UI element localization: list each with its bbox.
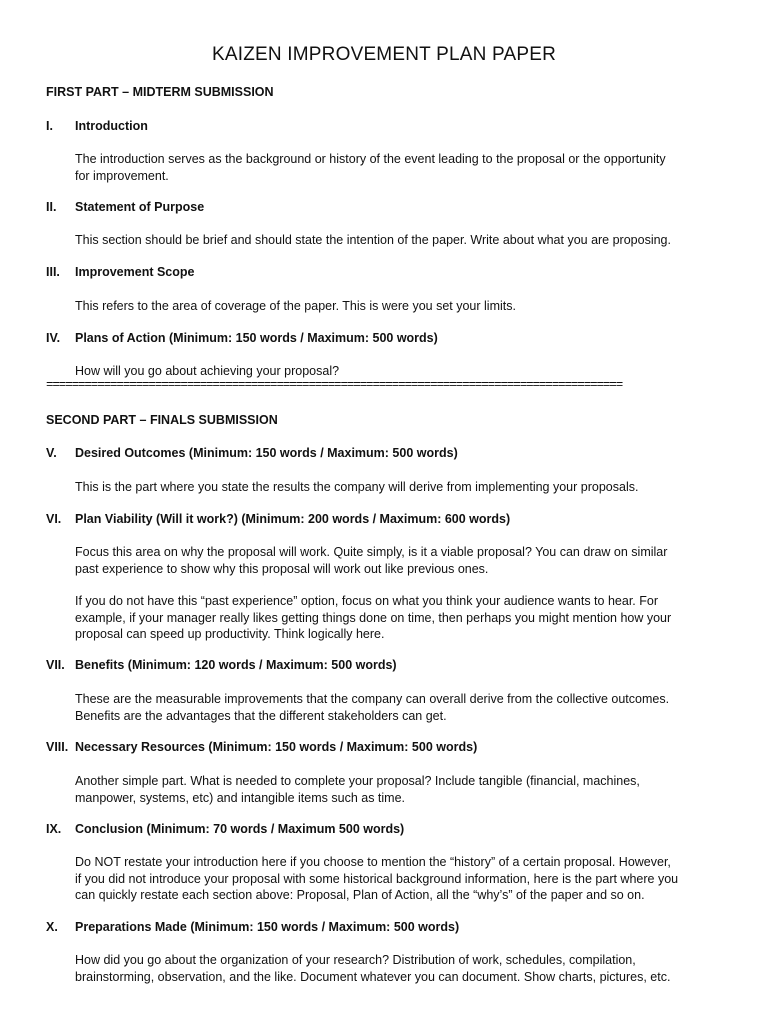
paragraph-line: can quickly restate each section above: Proposal, Plan of Action, all the “why’s” of the paper and so on. xyxy=(75,888,645,902)
part-heading-first: FIRST PART – MIDTERM SUBMISSION xyxy=(46,85,274,99)
section-heading: Benefits (Minimum: 120 words / Maximum: 500 words) xyxy=(75,658,397,672)
section-number: I. xyxy=(46,119,53,133)
document-title: KAIZEN IMPROVEMENT PLAN PAPER xyxy=(211,44,556,65)
paragraph-line: The introduction serves as the background or history of the event leading to the proposal or the opportunity xyxy=(75,152,666,166)
section-heading: Desired Outcomes (Minimum: 150 words / Maximum: 500 words) xyxy=(75,446,458,460)
section-paragraph xyxy=(75,298,725,315)
section-number: V. xyxy=(46,446,57,460)
section-heading: Conclusion (Minimum: 70 words / Maximum 500 words) xyxy=(75,822,405,836)
section-heading: Plan Viability (Will it work?) (Minimum: 200 words / Maximum: 600 words) xyxy=(75,512,511,526)
section-number: VI. xyxy=(46,512,62,526)
paragraph-line: for improvement. xyxy=(75,168,169,183)
paragraph-line: example, if your manager really likes getting things done on time, then perhaps you might mention how your xyxy=(75,610,672,625)
separator-line: ========================================================================================== xyxy=(46,378,623,392)
paragraph-line: This section should be brief and should state the intention of the paper. Write about what you are proposing. xyxy=(75,233,671,247)
section-number: II. xyxy=(46,200,57,214)
section-number: IX. xyxy=(46,822,62,836)
paragraph-line: How will you go about achieving your proposal? xyxy=(75,364,340,378)
paragraph-line: This is the part where you state the results the company will derive from implementing your proposals. xyxy=(75,480,639,494)
section-paragraph xyxy=(75,593,725,643)
paragraph-line: past experience to show why this proposal will work out like previous ones. xyxy=(75,561,489,576)
section-number: VII. xyxy=(46,658,65,672)
paragraph-line: Do NOT restate your introduction here if you choose to mention the “history” of a certain proposal. However, xyxy=(75,855,671,869)
paragraph-line: proposal can speed up productivity. Think logically here. xyxy=(75,627,385,641)
section-heading: Improvement Scope xyxy=(75,265,195,279)
paragraph-line: manpower, systems, etc) and intangible items such as time. xyxy=(75,790,406,805)
section-paragraph xyxy=(75,544,725,577)
section-number: X. xyxy=(46,920,58,934)
paragraph-line: Focus this area on why the proposal will work. Quite simply, is it a viable proposal? You can draw on similar xyxy=(75,545,668,559)
paragraph-line: brainstorming, observation, and the like. Document whatever you can document. Show charts, pictures, etc. xyxy=(75,969,671,984)
section-heading: Preparations Made (Minimum: 150 words / Maximum: 500 words) xyxy=(75,920,460,934)
section-number: IV. xyxy=(46,331,61,345)
paragraph-line: If you do not have this “past experience” option, focus on what you think your audience wants to hear. For xyxy=(75,594,658,608)
section-number: III. xyxy=(46,265,60,279)
section-heading: Introduction xyxy=(75,119,148,133)
paragraph-line: This refers to the area of coverage of the paper. This is were you set your limits. xyxy=(75,299,516,313)
section-heading: Necessary Resources (Minimum: 150 words / Maximum: 500 words) xyxy=(75,740,478,754)
part-heading-second: SECOND PART – FINALS SUBMISSION xyxy=(46,413,278,427)
section-paragraph xyxy=(75,952,725,985)
paragraph-line: Another simple part. What is needed to complete your proposal? Include tangible (financial, machines, xyxy=(75,774,640,788)
section-paragraph xyxy=(75,773,725,806)
section-heading: Statement of Purpose xyxy=(75,200,205,214)
paragraph-line: How did you go about the organization of your research? Distribution of work, schedules, compilation, xyxy=(75,953,636,967)
section-paragraph xyxy=(75,854,725,904)
paragraph-line: if you did not introduce your proposal with some historical background information, here is the part where you xyxy=(75,871,679,886)
section-paragraph xyxy=(75,479,725,496)
section-paragraph xyxy=(75,691,725,724)
section-paragraph xyxy=(75,151,725,184)
paragraph-line: Benefits are the advantages that the different stakeholders can get. xyxy=(75,708,447,723)
section-heading: Plans of Action (Minimum: 150 words / Maximum: 500 words) xyxy=(75,331,438,345)
section-paragraph xyxy=(75,232,725,249)
section-number: VIII. xyxy=(46,740,69,754)
paragraph-line: These are the measurable improvements that the company can overall derive from the collective outcomes. xyxy=(75,692,670,706)
